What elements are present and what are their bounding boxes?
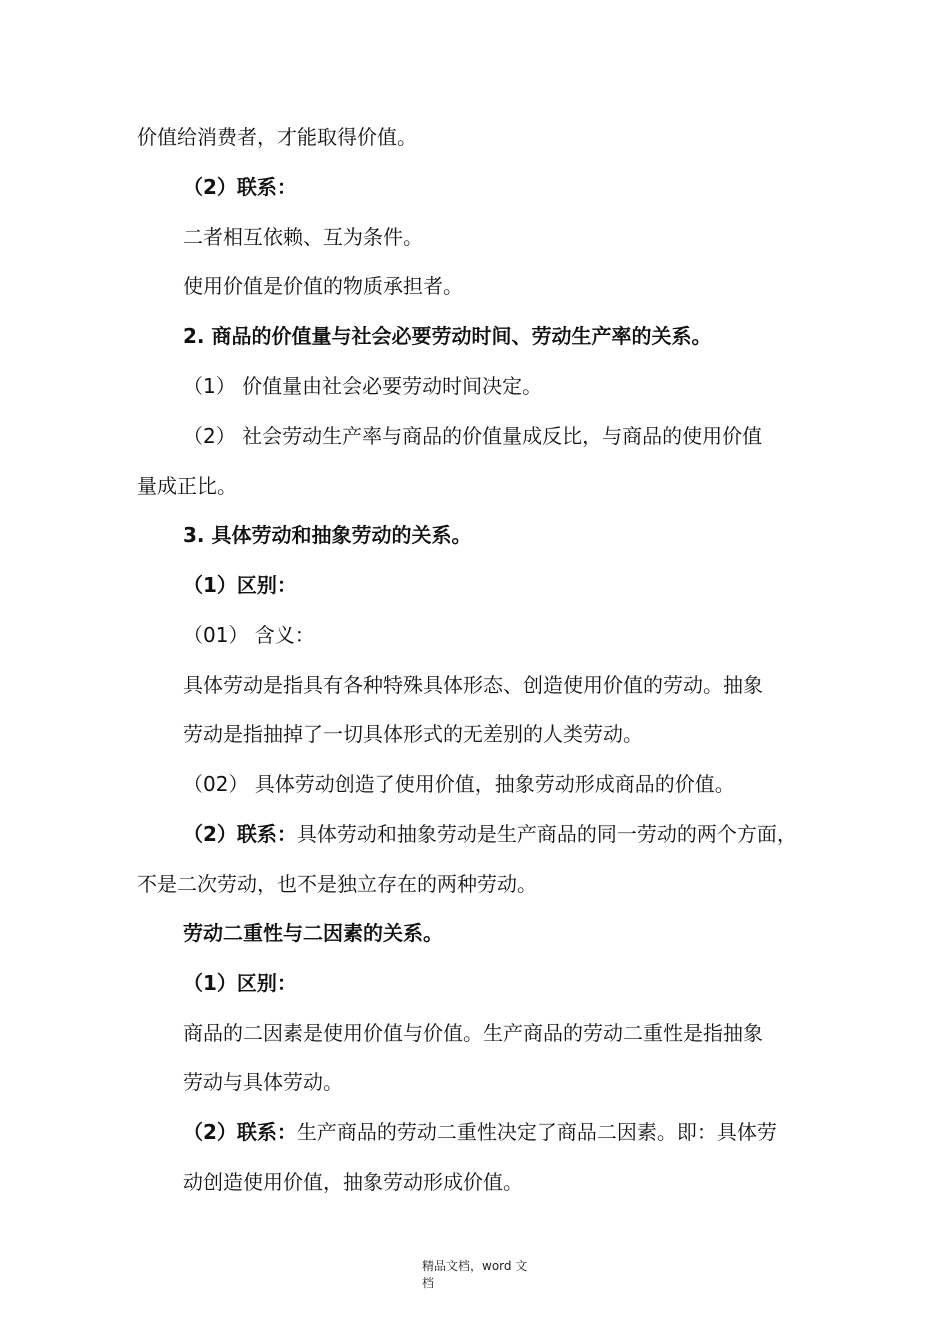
paragraph-line: 使用价值是价值的物质承担者。 bbox=[183, 274, 463, 298]
section-heading: （1）区别： bbox=[183, 573, 297, 597]
footer-line: 档 bbox=[422, 1276, 435, 1290]
paragraph-line: 商品的二因素是使用价值与价值。生产商品的劳动二重性是指抽象 bbox=[183, 1021, 763, 1045]
paragraph-line: 量成正比。 bbox=[137, 474, 237, 498]
paragraph-line: 不是二次劳动，也不是独立存在的两种劳动。 bbox=[137, 872, 537, 896]
section-heading: 劳动二重性与二因素的关系。 bbox=[183, 921, 443, 945]
paragraph-line: （02） 具体劳动创造了使用价值，抽象劳动形成商品的价值。 bbox=[183, 772, 735, 796]
paragraph-line: 具体劳动是指具有各种特殊具体形态、创造使用价值的劳动。抽象 bbox=[183, 673, 763, 697]
inline-heading: （2）联系： bbox=[183, 1120, 297, 1144]
paragraph-line bbox=[183, 820, 797, 848]
paragraph-line: 劳动是指抽掉了一切具体形式的无差别的人类劳动。 bbox=[183, 722, 643, 746]
section-heading: 3. 具体劳动和抽象劳动的关系。 bbox=[183, 523, 472, 547]
paragraph-line bbox=[183, 1118, 777, 1146]
paragraph-line: 价值给消费者，才能取得价值。 bbox=[137, 125, 417, 149]
section-heading: （1）区别： bbox=[183, 971, 297, 995]
page-footer bbox=[422, 1258, 552, 1292]
paragraph-line: （2） 社会劳动生产率与商品的价值量成反比，与商品的使用价值 bbox=[183, 424, 763, 448]
paragraph-line: 二者相互依赖、互为条件。 bbox=[183, 225, 423, 249]
section-heading: （2）联系： bbox=[183, 175, 297, 199]
paragraph-line: 劳动与具体劳动。 bbox=[183, 1070, 343, 1094]
footer-line: 精品文档，word 文 bbox=[422, 1259, 528, 1273]
paragraph-line: 动创造使用价值，抽象劳动形成价值。 bbox=[183, 1170, 523, 1194]
inline-heading: （2）联系： bbox=[183, 822, 297, 846]
paragraph-line: （01） 含义： bbox=[183, 623, 315, 647]
inline-text: 具体劳动和抽象劳动是生产商品的同一劳动的两个方面， bbox=[296, 822, 797, 846]
inline-text: 生产商品的劳动二重性决定了商品二因素。即：具体劳 bbox=[296, 1120, 777, 1144]
paragraph-line: （1） 价值量由社会必要劳动时间决定。 bbox=[183, 374, 543, 398]
section-heading: 2. 商品的价值量与社会必要劳动时间、劳动生产率的关系。 bbox=[183, 324, 712, 348]
